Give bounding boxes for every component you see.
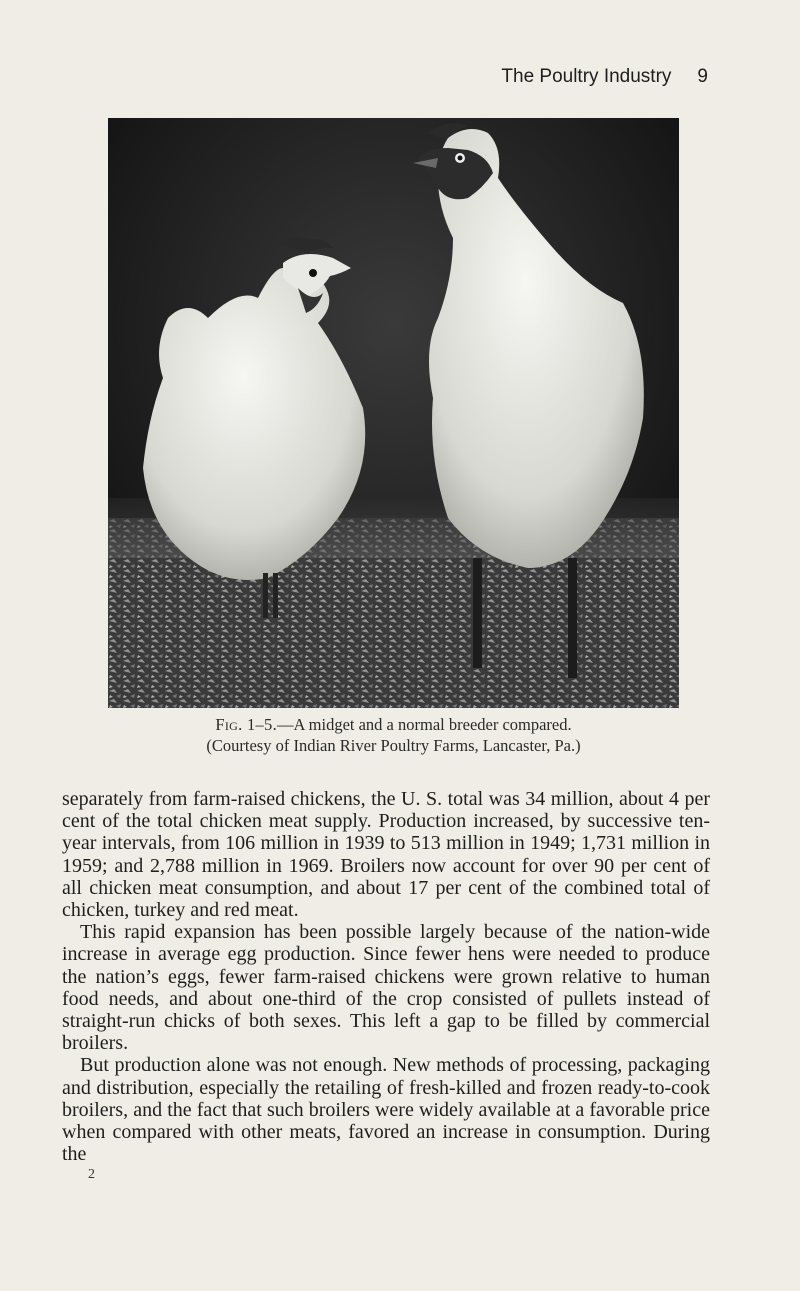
paragraph-3: But production alone was not enough. New methods of processing, packaging and distribution, especially the retailing of fresh-killed and frozen ready-to-cook broilers, and the fact that such broilers were widely available at a favorable price when compared with other meats, favored an increase in consumption. During the	[62, 1054, 710, 1166]
figure-photo	[108, 118, 679, 708]
paragraph-1: separately from farm-raised chickens, the U. S. total was 34 million, about 4 per cent of the total chicken meat supply. Production increased, by successive ten-year intervals, from 106 million in 1939 to 513 million in 1949; 1,731 million in 1959; and 2,788 million in 1969. Broilers now account for over 90 per cent of all chicken meat consumption, and about 17 per cent of the combined total of chicken, turkey and red meat.	[62, 788, 710, 922]
running-header	[501, 66, 708, 88]
caption-line-1	[108, 714, 679, 735]
figure-caption	[108, 714, 679, 756]
body-text	[62, 788, 710, 1165]
chickens-photo	[108, 118, 679, 708]
figure-label: Fig. 1–5.	[215, 715, 278, 734]
paragraph-2: This rapid expansion has been possible largely because of the nation-wide increase in average egg production. Since fewer hens were needed to produce the nation’s eggs, fewer farm-raised chickens were grown relative to human food needs, and about one-third of the crop consisted of pullets instead of straight-run chicks of both sexes. This left a gap to be filled by commercial broilers.	[62, 921, 710, 1055]
caption-text: —A midget and a normal breeder compared.	[277, 715, 572, 734]
page-number: 9	[697, 66, 708, 87]
signature-mark: 2	[88, 1167, 95, 1182]
running-title: The Poultry Industry	[501, 66, 672, 87]
caption-credit: (Courtesy of Indian River Poultry Farms, Lancaster, Pa.)	[206, 736, 581, 755]
